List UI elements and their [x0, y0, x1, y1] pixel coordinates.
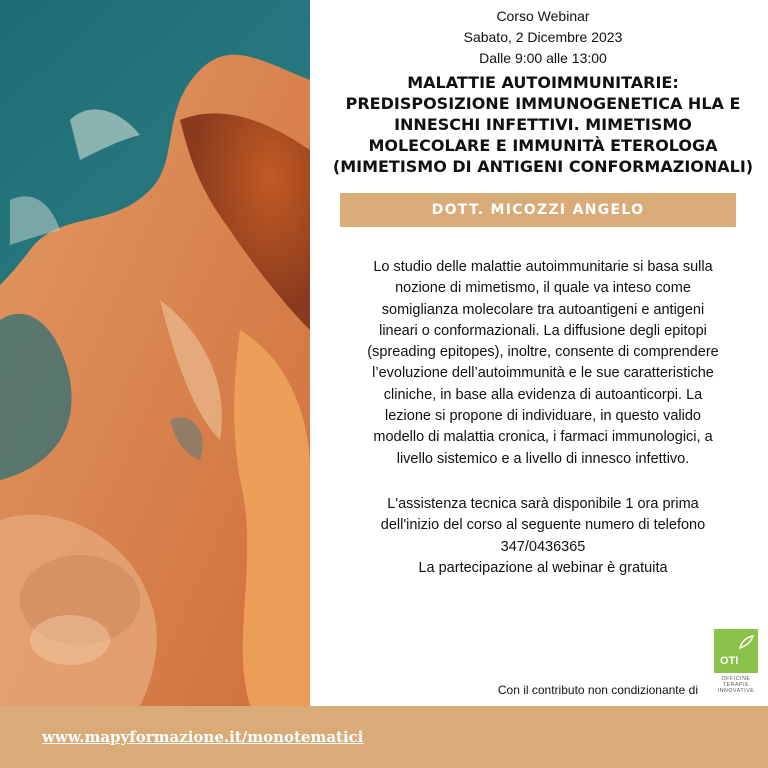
description-line: l’evoluzione dell’autoimmunità e le sue caratteristiche — [372, 365, 714, 382]
course-title — [318, 72, 768, 177]
description-line: nozione di mimetismo, il quale va inteso come — [395, 280, 691, 297]
speaker-name: DOTT. MICOZZI ANGELO — [431, 202, 645, 218]
info-line: La partecipazione al webinar è gratuita — [418, 559, 668, 576]
title-line: MALATTIE AUTOIMMUNITARIE: — [407, 73, 679, 92]
logo-subtitle — [714, 676, 758, 695]
title-line: PREDISPOSIZIONE IMMUNOGENETICA HLA E — [345, 94, 741, 113]
content-panel — [318, 0, 768, 706]
logo-subtitle-line: OFFICINE — [721, 676, 751, 682]
course-description — [318, 257, 768, 470]
logo-subtitle-line: TERAPIE — [722, 682, 750, 689]
event-type: Corso Webinar — [496, 8, 590, 24]
description-line: (spreading epitopes), inoltre, consente di comprendere — [367, 344, 719, 361]
phone-number: 347/0436365 — [500, 538, 586, 555]
event-date: Sabato, 2 Dicembre 2023 — [463, 29, 623, 45]
event-time: Dalle 9:00 alle 13:00 — [479, 50, 607, 66]
title-line: INNESCHI INFETTIVI. MIMETISMO — [394, 115, 692, 134]
info-line: L'assistenza tecnica sarà disponibile 1 ora prima — [387, 496, 699, 512]
description-line: somiglianza molecolare tra autoantigeni e antigeni — [381, 301, 705, 318]
description-line: cliniche, in base alla evidenza di autoanticorpi. La — [383, 386, 703, 403]
title-line: (MIMETISMO DI ANTIGENI CONFORMAZIONALI) — [332, 157, 754, 176]
description-line: lineari o conformazionali. La diffusione degli epitopi — [379, 322, 707, 339]
info-line: dell'inizio del corso al seguente numero di telefono — [380, 517, 706, 534]
support-info — [318, 494, 768, 579]
oti-logo-icon — [714, 629, 758, 673]
speaker-banner — [340, 193, 736, 227]
description-line: lezione si propone di individuare, in questo valido — [385, 408, 701, 425]
description-line: Lo studio delle malattie autoimmunitarie si basa sulla — [373, 259, 713, 275]
title-line: MOLECOLARE E IMMUNITÀ ETEROLOGA — [368, 136, 718, 155]
logo-subtitle-line: INNOVATIVE — [717, 688, 755, 695]
logo-mark-text: OTI — [720, 655, 739, 667]
description-line: modello di malattia cronica, i farmaci immunologici, a — [373, 429, 713, 446]
sponsor-caption: Con il contributo non condizionante di — [497, 683, 698, 697]
footer-bar — [0, 706, 768, 768]
aerial-landscape-image — [0, 0, 310, 706]
website-link[interactable]: www.mapyformazione.it/monotematici — [42, 728, 364, 746]
sponsor-logo — [714, 629, 758, 695]
leaf-icon — [738, 635, 754, 649]
description-line: livello sistemico e a livello di innesco infettivo. — [396, 450, 690, 467]
